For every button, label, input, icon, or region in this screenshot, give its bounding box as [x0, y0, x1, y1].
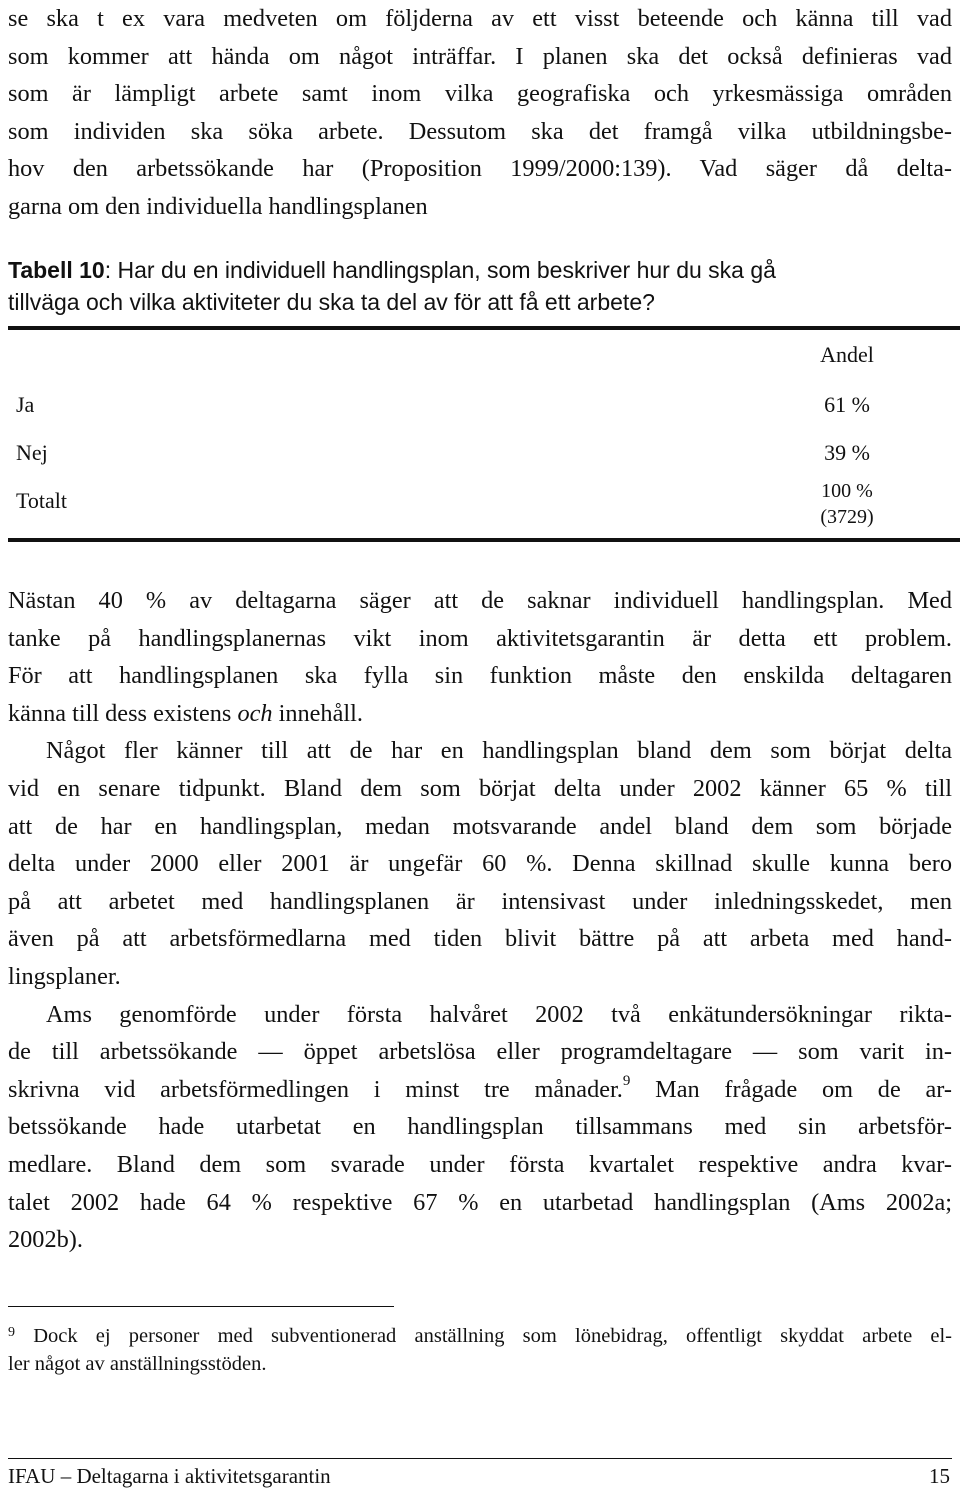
text-line: som är lämpligt arbete samt inom vilka geografiska och yrkesmässiga områden — [8, 80, 952, 108]
text-line: Nästan 40 % av deltagarna säger att de saknar individuell handlingsplan. Med — [8, 587, 952, 614]
caption-label: Tabell 10 — [8, 257, 105, 283]
text-line: talet 2002 hade 64 % respektive 67 % en utarbetad handlingsplan (Ams 2002a; — [8, 1188, 952, 1216]
caption-line — [8, 254, 952, 286]
text-line: vid en senare tidpunkt. Bland dem som börjat delta under 2002 känner 65 % till — [8, 774, 952, 802]
footnote-text: Dock ej personer med subventionerad anställning som lönebidrag, offentligt skyddat arbete el- — [15, 1325, 952, 1347]
text-line: delta under 2000 eller 2001 är ungefär 60 %. Denna skillnad skulle kunna bero — [8, 850, 952, 878]
text-line: 2002b). — [8, 1226, 83, 1254]
table-bottom-rule — [8, 538, 960, 542]
row-label: Nej — [16, 440, 48, 465]
footnote-separator — [8, 1306, 394, 1307]
text-segment: skrivna vid arbetsförmedlingen i minst tre månader. — [8, 1075, 623, 1103]
caption-text: : Har du en individuell handlingsplan, som beskriver hur du ska gå — [104, 257, 776, 283]
text-line: som kommer att hända om något inträffar. I planen ska det också definieras vad — [8, 42, 952, 70]
column-header: Andel — [820, 342, 874, 367]
body-paragraphs — [8, 582, 952, 1259]
footnote-number: 9 — [8, 1325, 15, 1340]
italic-word: och — [237, 699, 273, 727]
text-line: Ams genomförde under första halvåret 2002 två enkätundersökningar rikta- — [46, 1000, 952, 1028]
row-value — [792, 478, 902, 530]
footnote-reference[interactable]: 9 — [622, 1072, 631, 1089]
text-line — [8, 1071, 952, 1109]
text-line: även på att arbetsförmedlarna med tiden blivit bättre på att arbeta med hand- — [8, 925, 952, 953]
text-line: garna om den individuella handlingsplanen — [8, 192, 428, 220]
text-line: som individen ska söka arbete. Dessutom ska det framgå vilka utbildningsbe- — [8, 117, 952, 145]
text-line: tanke på handlingsplanernas vikt inom aktivitetsgarantin är detta ett problem. — [8, 624, 952, 652]
footnote-line — [8, 1322, 952, 1350]
text-segment: känna till dess existens — [8, 699, 238, 727]
total-count: (3729) — [820, 506, 874, 528]
text-line — [8, 695, 952, 733]
footnote-line: ler något av anställningsstöden. — [8, 1353, 267, 1375]
caption-line: tillväga och vilka aktiviteter du ska ta del av för att få ett arbete? — [8, 289, 655, 315]
running-footer-title: IFAU – Deltagarna i aktivitetsgarantin — [8, 1464, 331, 1488]
row-value: 39 % — [824, 440, 870, 465]
text-line: medlare. Bland dem som svarade under första kvartalet respektive andra kvar- — [8, 1150, 952, 1178]
text-line: hov den arbetssökande har (Proposition 1999/2000:139). Vad säger då delta- — [8, 155, 952, 183]
footnote — [8, 1322, 952, 1378]
footer-rule — [8, 1458, 952, 1459]
text-line: de till arbetssökande — öppet arbetslösa eller programdeltagare — som varit in- — [8, 1038, 952, 1066]
text-segment: innehåll. — [272, 699, 363, 727]
intro-paragraph — [8, 0, 952, 226]
text-line: se ska t ex vara medveten om följderna av ett visst beteende och känna till vad — [8, 5, 952, 32]
text-line: betssökande hade utarbetat en handlingsplan tillsammans med sin arbetsför- — [8, 1113, 952, 1141]
row-label: Totalt — [16, 488, 68, 513]
row-label: Ja — [16, 392, 35, 417]
text-line: Något fler känner till att de har en handlingsplan bland dem som börjat delta — [46, 737, 952, 765]
text-segment: Man frågade om de ar- — [630, 1075, 952, 1103]
text-line: För att handlingsplanen ska fylla sin funktion måste den enskilda deltagaren — [8, 662, 952, 690]
table-top-rule — [8, 326, 960, 330]
text-line: att de har en handlingsplan, medan motsvarande andel bland dem som började — [8, 812, 952, 840]
text-line: på att arbetet med handlingsplanen är intensivast under inledningsskedet, men — [8, 887, 952, 915]
table-caption — [8, 254, 952, 318]
text-line: lingsplaner. — [8, 962, 121, 990]
page-number: 15 — [929, 1464, 950, 1488]
total-value: 100 % — [821, 480, 873, 502]
row-value: 61 % — [824, 392, 870, 417]
